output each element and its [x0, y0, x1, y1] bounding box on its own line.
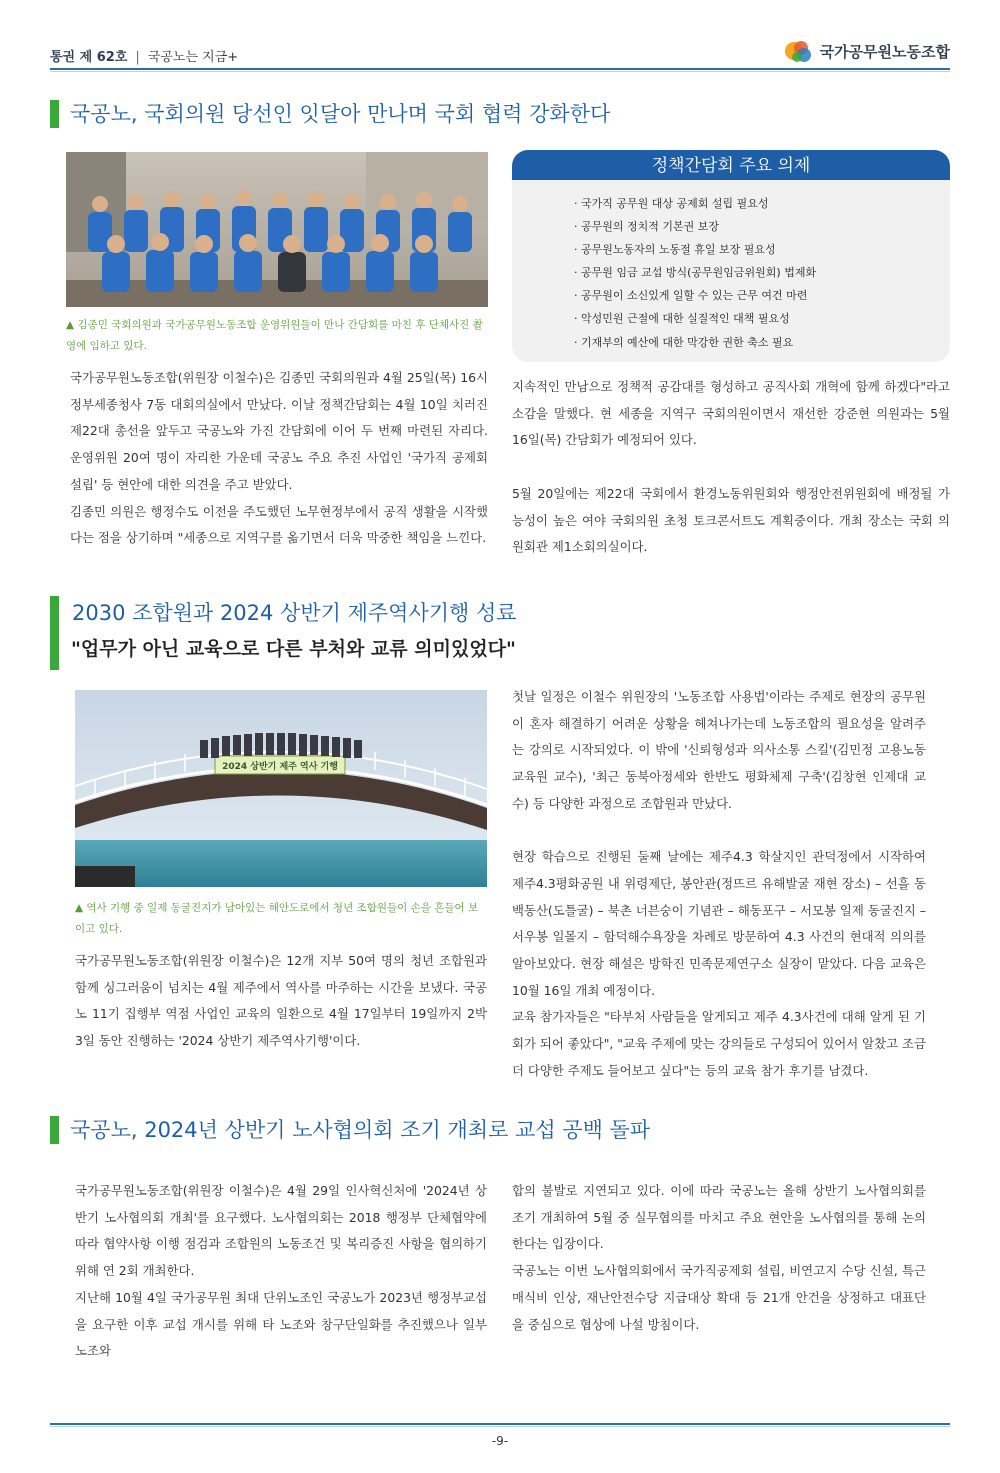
article1-left-column [70, 365, 488, 552]
article1-paragraph: 김종민 의원은 행정수도 이전을 주도했던 노무현정부에서 공직 생활을 시작했다는 점을 상기하며 "세종으로 지역구를 옮기면서 더욱 막중한 책임을 느낀다. [70, 503, 488, 546]
issue-number: 통권 제 62호 [50, 50, 128, 65]
article3-left-column [75, 1178, 487, 1365]
agenda-title: 정책간담회 주요 의제 [512, 150, 950, 182]
article3-paragraph: 국공노는 이번 노사협의회에서 국가직공제회 설립, 비연고지 수당 신설, 특근매식비 인상, 재난안전수당 지급대상 확대 등 21개 안건을 상정하고 대표단을 중심으로 협상에 나설 방침이다. [512, 1263, 926, 1332]
header-rule [50, 68, 950, 70]
org-logo [784, 38, 950, 64]
article2-right-column [512, 684, 926, 1085]
agenda-list [574, 192, 816, 354]
header-rule-thin [50, 71, 950, 72]
article2-title: 2030 조합원과 2024 상반기 제주역사기행 성료 [72, 601, 517, 625]
article3-right-column [512, 1178, 926, 1338]
header-separator: | [135, 50, 140, 65]
article3-paragraph: 지난해 10월 4일 국가공무원 최대 단위노조인 국공노가 2023년 행정부교섭을 요구한 이후 교섭 개시를 위해 타 노조와 창구단일화를 추진했으나 일부 노조와 [75, 1289, 487, 1359]
footer-rule [50, 1423, 950, 1425]
article1-right-column [512, 374, 950, 561]
article2-paragraph: 국가공무원노동조합(위원장 이철수)은 12개 지부 50여 명의 청년 조합원과 함께 싱그러움이 넘치는 4월 제주에서 역사를 마주하는 시간을 보냈다. 국공노 11기 집행부 역점 사업인 교육의 일환으로 4월 17일부터 19일까지 2박 3일 동안 진행하는 '2024 상반기 제주역사기행'이다. [75, 953, 487, 1049]
article1-caption: ▲ 김종민 국회의원과 국가공무원노동조합 운영위원들이 만나 간담회를 마친 후 단체사진 촬영에 임하고 있다. [66, 319, 483, 352]
footer-rule-thin [50, 1426, 950, 1427]
article2-paragraph: 현장 학습으로 진행된 둘째 날에는 제주4.3 학살지인 관덕정에서 시작하여 제주4.3평화공원 내 위령제단, 봉안관(정뜨르 유해발굴 재현 장소) – 선흘 동백동산(도틀굴) – 북촌 너븐숭이 기념관 – 해동포구 – 서모봉 일제 동굴진지 – 서우봉 일몰지 – 함덕해수욕장을 차례로 방문하여 4.3 사건의 현대적 의의를 알아보았다. 현장 해설은 방학진 민족문제연구소 실장이 맡았다. 다음 교육은 10월 16일 개최 예정이다. [512, 849, 926, 998]
agenda-item: · 국가직 공무원 대상 공제회 설립 필요성 [574, 192, 816, 215]
issue-label [50, 46, 238, 65]
agenda-item: · 공무원이 소신있게 일할 수 있는 근무 여건 마련 [574, 284, 816, 307]
article2-title-bar [50, 596, 59, 670]
section-name: 국공노는 지금+ [147, 50, 239, 65]
agenda-item: · 공무원 임금 교섭 방식(공무원임금위원회) 법제화 [574, 261, 816, 284]
article1-paragraph: 국가공무원노동조합(위원장 이철수)은 김종민 국회의원과 4월 25일(목) 16시 정부세종청사 7동 대회의실에서 만났다. 이날 정책간담회는 4월 10일 치러진 제22대 총선을 앞두고 국공노와 가진 간담회에 이어 두 번째 마련된 자리다. 운영위원 20여 명이 자리한 가운데 국공노 주요 추진 사업인 '국가직 공제회 설립' 등 현안에 대한 의견을 주고 받았다. [70, 370, 488, 492]
article2-caption: ▲ 역사 기행 중 일제 동굴진지가 남아있는 해안도로에서 청년 조합원들이 손을 흔들어 보이고 있다. [75, 902, 479, 935]
article2-paragraph: 첫날 일정은 이철수 위원장의 '노동조합 사용법'이라는 주제로 현장의 공무원이 혼자 해결하기 어려운 상황을 헤쳐나가는데 노동조합의 필요성을 알려주는 강의로 시작되었다. 이 밖에 '신뢰형성과 의사소통 스킬'(김민정 고용노동교육원 교수), '최근 동북아정세와 한반도 평화체제 구축'(김창현 인제대 교수) 등 다양한 과정으로 조합원과 만났다. [512, 689, 926, 811]
article2-subtitle: "업무가 아닌 교육으로 다른 부처와 교류 의미있었다" [71, 638, 516, 660]
article3-paragraph: 합의 불발로 지연되고 있다. 이에 따라 국공노는 올해 상반기 노사협의회를 조기 개최하여 5월 중 실무협의를 마치고 주요 현안을 노사협의를 통해 논의한다는 입장이다. [512, 1183, 926, 1252]
article2-left-column [75, 948, 487, 1055]
group-photo-image [66, 152, 488, 307]
union-logo-icon [784, 38, 814, 64]
agenda-item: · 공무원의 정치적 기본권 보장 [574, 215, 816, 238]
page-number: -9- [491, 1434, 509, 1448]
article1-group-photo [66, 152, 488, 307]
agenda-item: · 악성민원 근절에 대한 실질적인 대책 필요성 [574, 307, 816, 330]
article2-bridge-photo [75, 690, 487, 887]
agenda-item: · 기재부의 예산에 대한 막강한 권한 축소 필요 [574, 331, 816, 354]
article1-title: 국공노, 국회의원 당선인 잇달아 만나며 국회 협력 강화한다 [50, 100, 610, 128]
banner-text: 2024 상반기 제주 역사 기행 [222, 762, 338, 772]
org-name: 국가공무원노동조합 [819, 42, 950, 61]
article1-paragraph: 5월 20일에는 제22대 국회에서 환경노동위원회와 행정안전위원회에 배정될 가능성이 높은 여야 국회의원 초청 토크콘서트도 계획중이다. 개최 장소는 국회 의원회관 제1소회의실이다. [512, 485, 950, 555]
article2-paragraph: 교육 참가자들은 "타부처 사람들을 알게되고 제주 4.3사건에 대해 알게 된 기회가 되어 좋았다", "교육 주제에 맞는 강의들로 구성되어 있어서 알찼고 조금 더 다양한 주제도 들어보고 싶다"는 등의 교육 참가 후기를 남겼다. [512, 1009, 926, 1078]
agenda-item: · 공무원노동자의 노동절 휴일 보장 필요성 [574, 238, 816, 261]
bridge-photo-image [75, 690, 487, 887]
article1-paragraph: 지속적인 만남으로 정책적 공감대를 형성하고 공직사회 개혁에 함께 하겠다"라고 소감을 말했다. 현 세종을 지역구 국회의원이면서 재선한 강준현 의원과는 5월 16일(목) 간담회가 예정되어 있다. [512, 379, 950, 448]
article3-title: 국공노, 2024년 상반기 노사협의회 조기 개최로 교섭 공백 돌파 [50, 1116, 650, 1144]
article3-paragraph: 국가공무원노동조합(위원장 이철수)은 4월 29일 인사혁신처에 '2024년 상반기 노사협의회 개최'를 요구했다. 노사협의회는 2018 행정부 단체협약에 따라 협약사항 이행 점검과 조합원의 노동조건 및 복리증진 사항을 협의하기 위해 연 2회 개최한다. [75, 1183, 487, 1279]
